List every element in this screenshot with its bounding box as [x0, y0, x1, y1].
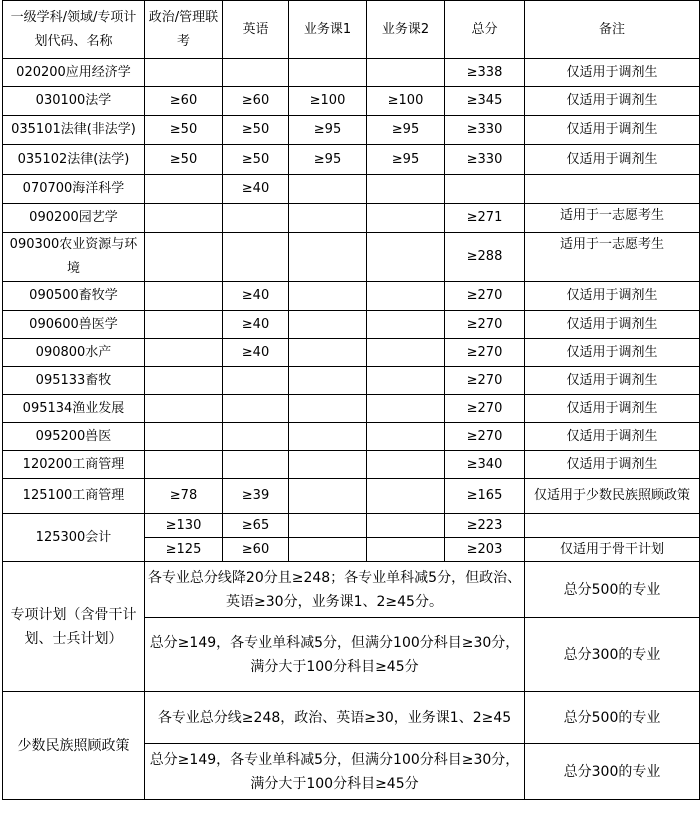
row-course2-cell [367, 395, 445, 423]
row-politics-cell [145, 59, 223, 87]
row-subject-cell: 125100工商管理 [3, 479, 145, 514]
row-english-cell: ≥60 [223, 87, 289, 116]
row-english-cell: ≥40 [223, 175, 289, 204]
row-politics-cell [145, 204, 223, 233]
row-english-cell: ≥40 [223, 311, 289, 339]
row-remark-cell: 仅适用于调剂生 [525, 282, 700, 311]
row-total-cell: ≥270 [445, 339, 525, 367]
row-politics-cell: ≥50 [145, 145, 223, 175]
row-total-cell: ≥330 [445, 116, 525, 145]
row-course2-cell [367, 451, 445, 479]
table-row [3, 339, 700, 367]
row-total-cell: ≥330 [445, 145, 525, 175]
row-english-cell [223, 59, 289, 87]
row-remark-cell: 仅适用于少数民族照顾政策 [525, 479, 700, 514]
row-course1-cell [289, 233, 367, 282]
table-row [3, 175, 700, 204]
row-course2-cell [367, 367, 445, 395]
table-row [3, 367, 700, 395]
accounting-total-1: ≥223 [445, 514, 525, 538]
row-politics-cell [145, 175, 223, 204]
header-total: 总分 [445, 1, 525, 59]
header-subject: 一级学科/领域/专项计划代码、名称 [3, 1, 145, 59]
row-politics-cell: ≥78 [145, 479, 223, 514]
row-total-cell: ≥270 [445, 311, 525, 339]
special-plan-note-2: 总分300的专业 [525, 618, 700, 692]
row-course1-cell [289, 311, 367, 339]
row-total-cell: ≥165 [445, 479, 525, 514]
row-course2-cell [367, 204, 445, 233]
table-row [3, 233, 700, 282]
table-row [3, 282, 700, 311]
row-course2-cell [367, 175, 445, 204]
row-remark-cell: 仅适用于调剂生 [525, 395, 700, 423]
minority-policy-rule-1: 各专业总分线≥248，政治、英语≥30，业务课1、2≥45 [145, 692, 525, 744]
accounting-course2-1 [367, 514, 445, 538]
row-subject-cell: 035102法律(法学) [3, 145, 145, 175]
row-politics-cell [145, 423, 223, 451]
row-subject-cell: 090200园艺学 [3, 204, 145, 233]
row-course2-cell [367, 339, 445, 367]
header-row [3, 1, 700, 59]
row-course2-cell [367, 282, 445, 311]
row-politics-cell [145, 339, 223, 367]
table-row [3, 451, 700, 479]
row-remark-cell: 适用于一志愿考生 [525, 204, 700, 233]
row-politics-cell: ≥50 [145, 116, 223, 145]
accounting-total-2: ≥203 [445, 538, 525, 562]
accounting-name: 125300会计 [3, 514, 145, 562]
row-course2-cell [367, 423, 445, 451]
row-total-cell: ≥270 [445, 367, 525, 395]
row-remark-cell: 仅适用于调剂生 [525, 311, 700, 339]
row-english-cell [223, 233, 289, 282]
row-course1-cell [289, 395, 367, 423]
row-subject-cell: 090500畜牧学 [3, 282, 145, 311]
row-course1-cell [289, 367, 367, 395]
row-total-cell: ≥271 [445, 204, 525, 233]
minority-policy-rule-2: 总分≥149，各专业单科减5分，但满分100分科目≥30分，满分大于100分科目≥45分 [145, 744, 525, 800]
row-english-cell [223, 451, 289, 479]
row-remark-cell: 仅适用于调剂生 [525, 451, 700, 479]
row-remark-cell: 仅适用于调剂生 [525, 116, 700, 145]
row-subject-cell: 020200应用经济学 [3, 59, 145, 87]
table-row [3, 145, 700, 175]
row-course1-cell [289, 282, 367, 311]
accounting-politics-1: ≥130 [145, 514, 223, 538]
row-course1-cell [289, 175, 367, 204]
minority-policy-name: 少数民族照顾政策 [3, 692, 145, 800]
table-row [3, 311, 700, 339]
row-subject-cell: 090300农业资源与环境 [3, 233, 145, 282]
row-remark-cell: 仅适用于调剂生 [525, 423, 700, 451]
row-course1-cell: ≥95 [289, 116, 367, 145]
table-row [3, 87, 700, 116]
row-subject-cell: 120200工商管理 [3, 451, 145, 479]
header-remark: 备注 [525, 1, 700, 59]
row-subject-cell: 090800水产 [3, 339, 145, 367]
row-subject-cell: 070700海洋科学 [3, 175, 145, 204]
minority-policy-row-1 [3, 692, 700, 744]
row-english-cell [223, 395, 289, 423]
row-course2-cell [367, 311, 445, 339]
minority-policy-note-1: 总分500的专业 [525, 692, 700, 744]
row-remark-cell: 适用于一志愿考生 [525, 233, 700, 282]
row-remark-cell [525, 175, 700, 204]
row-subject-cell: 090600兽医学 [3, 311, 145, 339]
row-politics-cell [145, 282, 223, 311]
row-total-cell: ≥345 [445, 87, 525, 116]
row-english-cell: ≥39 [223, 479, 289, 514]
row-course1-cell [289, 451, 367, 479]
row-subject-cell: 095200兽医 [3, 423, 145, 451]
table-row [3, 423, 700, 451]
special-plan-rule-1: 各专业总分线降20分且≥248；各专业单科减5分，但政治、英语≥30分，业务课1、2≥45分。 [145, 562, 525, 618]
row-politics-cell [145, 367, 223, 395]
row-politics-cell [145, 395, 223, 423]
row-course1-cell [289, 339, 367, 367]
row-total-cell: ≥270 [445, 423, 525, 451]
accounting-course2-2 [367, 538, 445, 562]
row-course2-cell: ≥100 [367, 87, 445, 116]
row-course2-cell [367, 233, 445, 282]
row-subject-cell: 095134渔业发展 [3, 395, 145, 423]
row-politics-cell [145, 311, 223, 339]
header-course1: 业务课1 [289, 1, 367, 59]
row-remark-cell: 仅适用于调剂生 [525, 339, 700, 367]
row-remark-cell: 仅适用于调剂生 [525, 145, 700, 175]
accounting-course1-1 [289, 514, 367, 538]
table-row [3, 479, 700, 514]
accounting-politics-2: ≥125 [145, 538, 223, 562]
row-remark-cell: 仅适用于调剂生 [525, 367, 700, 395]
header-politics: 政治/管理联考 [145, 1, 223, 59]
row-course2-cell [367, 479, 445, 514]
row-total-cell: ≥338 [445, 59, 525, 87]
accounting-english-1: ≥65 [223, 514, 289, 538]
row-english-cell [223, 367, 289, 395]
row-course2-cell: ≥95 [367, 145, 445, 175]
table-row [3, 116, 700, 145]
score-requirements-table [2, 0, 700, 800]
row-remark-cell: 仅适用于调剂生 [525, 87, 700, 116]
row-course1-cell [289, 204, 367, 233]
row-course1-cell: ≥100 [289, 87, 367, 116]
table-row [3, 59, 700, 87]
header-english: 英语 [223, 1, 289, 59]
special-plan-note-1: 总分500的专业 [525, 562, 700, 618]
accounting-row-1 [3, 514, 700, 538]
row-subject-cell: 030100法学 [3, 87, 145, 116]
row-total-cell: ≥340 [445, 451, 525, 479]
special-plan-rule-2: 总分≥149，各专业单科减5分，但满分100分科目≥30分，满分大于100分科目≥45分 [145, 618, 525, 692]
row-politics-cell: ≥60 [145, 87, 223, 116]
row-politics-cell [145, 233, 223, 282]
row-total-cell: ≥270 [445, 282, 525, 311]
row-course2-cell: ≥95 [367, 116, 445, 145]
row-english-cell: ≥50 [223, 145, 289, 175]
accounting-english-2: ≥60 [223, 538, 289, 562]
row-total-cell: ≥270 [445, 395, 525, 423]
row-politics-cell [145, 451, 223, 479]
row-english-cell: ≥40 [223, 339, 289, 367]
minority-policy-note-2: 总分300的专业 [525, 744, 700, 800]
row-total-cell [445, 175, 525, 204]
accounting-remark-2: 仅适用于骨干计划 [525, 538, 700, 562]
row-english-cell [223, 204, 289, 233]
special-plan-name: 专项计划（含骨干计划、士兵计划） [3, 562, 145, 692]
row-course1-cell [289, 423, 367, 451]
special-plan-row-1 [3, 562, 700, 618]
row-course1-cell [289, 59, 367, 87]
row-subject-cell: 095133畜牧 [3, 367, 145, 395]
accounting-remark-1 [525, 514, 700, 538]
row-english-cell: ≥40 [223, 282, 289, 311]
row-english-cell: ≥50 [223, 116, 289, 145]
table-row [3, 204, 700, 233]
table-row [3, 395, 700, 423]
row-course2-cell [367, 59, 445, 87]
row-total-cell: ≥288 [445, 233, 525, 282]
row-english-cell [223, 423, 289, 451]
header-course2: 业务课2 [367, 1, 445, 59]
row-subject-cell: 035101法律(非法学) [3, 116, 145, 145]
row-course1-cell: ≥95 [289, 145, 367, 175]
row-remark-cell: 仅适用于调剂生 [525, 59, 700, 87]
row-course1-cell [289, 479, 367, 514]
accounting-course1-2 [289, 538, 367, 562]
